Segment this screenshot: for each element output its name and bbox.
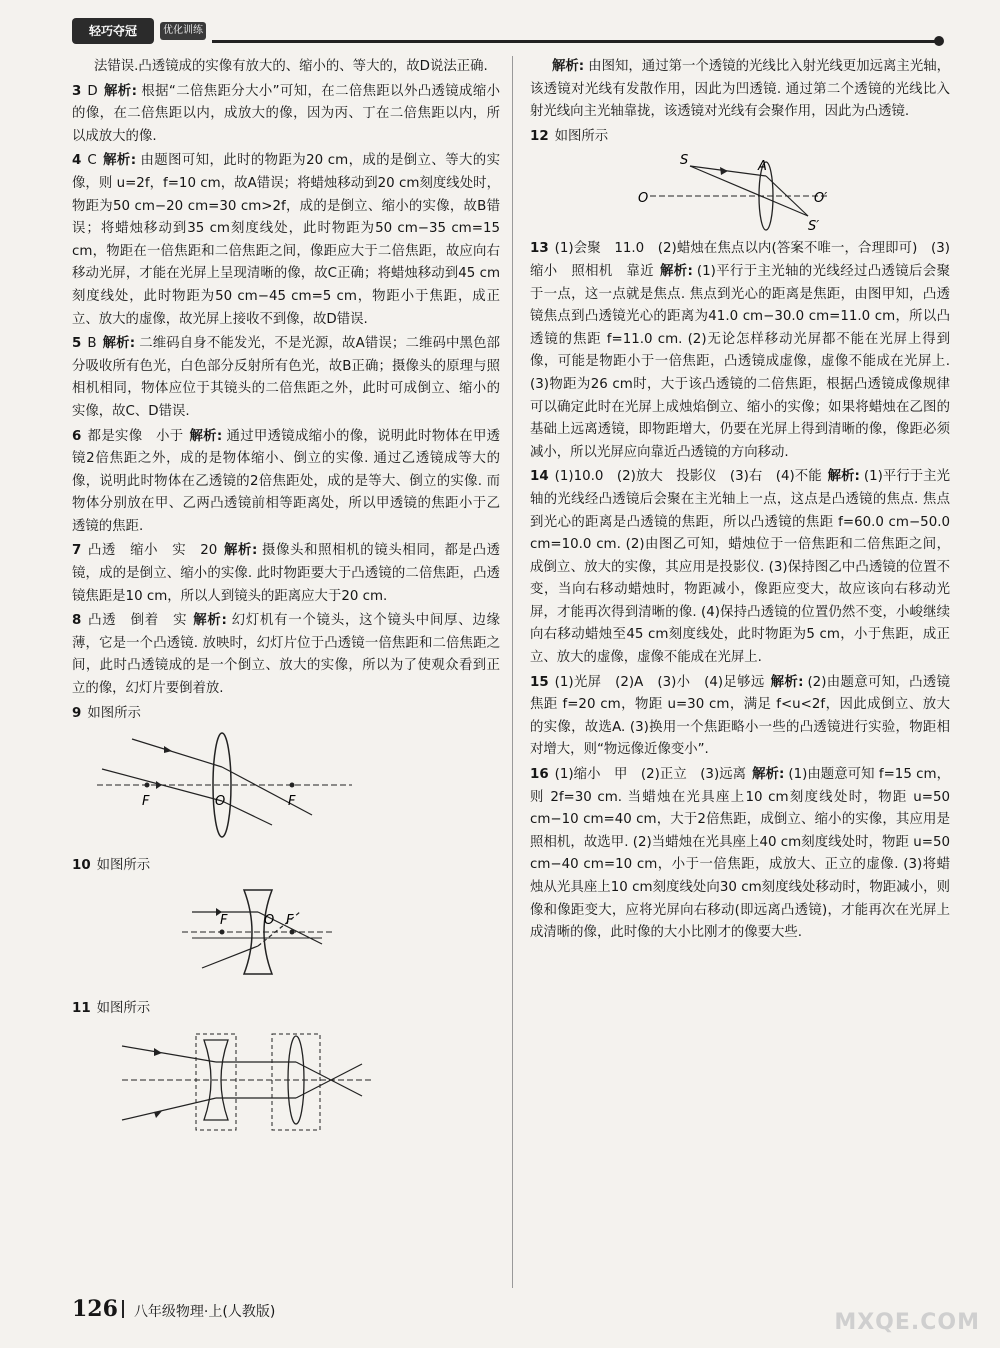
analysis-text: 幻灯机有一个镜头，这个镜头中间厚、边缘薄，它是一个凸透镜. 放映时，幻灯片位于凸透镜一倍焦距和二倍焦距之间，此时凸透镜成的是一个倒立、放大的实像，所以为了使观众看到正立的像，幻灯片要倒着放. [72, 613, 501, 697]
answer-q6 [72, 426, 500, 539]
analysis-keyword: 解析: [193, 613, 227, 629]
answer-q15 [530, 672, 950, 762]
answer-q9 [72, 703, 500, 850]
answer-text: (1)10.0 (2)放大 投影仪 (3)右 (4)不能 [554, 469, 822, 485]
analysis-keyword: 解析: [827, 469, 860, 485]
answer-text: (1)会聚 11.0 (2)蜡烛在焦点以内(答案不唯一，合理即可) (3)缩小 照相机 靠近 [530, 241, 950, 279]
analysis-text: 由题图可知，此时的物距为20 cm，成的是倒立、等大的实像，则 u=2f，f=10 cm，故A错误；将蜡烛移动到20 cm刻度线处时，物距为50 cm−20 cm=30 cm>2f，成的是倒立、缩小的实像，故B错误；将蜡烛移动到35 cm刻度线处，此时物距为50 cm−35 cm=15 cm，物距在一倍焦距和二倍焦距之间，像距应大于二倍焦距，故应向右移动光屏，才能在光屏上呈现清晰的像，故C正确；将蜡烛移动到45 cm刻度线处，此时物距为50 cm−45 cm=5 cm，物距小于焦距，成正立、放大的虚像，故光屏上接收不到像，故D错误. [72, 153, 501, 327]
answer-q10 [72, 855, 500, 992]
image-label: S′ [808, 219, 820, 233]
answer-p2cont [72, 56, 500, 79]
question-number: 7 [72, 543, 82, 559]
question-number: 16 [530, 767, 549, 783]
answer-q5 [72, 333, 500, 423]
answer-q14 [530, 466, 950, 669]
analysis-keyword: 解析: [752, 767, 785, 783]
analysis-text: (2)由题意可知，凸透镜焦距 f=20 cm，物距 u=30 cm，满足 f<u<2f，因此成倒立、放大的实像，故选A. (3)换用一个焦距略小一些的凸透镜进行实验，物距相对增大，则“物远像近像变小”. [530, 674, 951, 758]
question-number: 11 [72, 1000, 91, 1016]
answer-text: 都是实像 小于 [87, 428, 184, 444]
question-number: 5 [72, 336, 82, 352]
optical-center-label: O [264, 912, 275, 928]
question-number: 8 [72, 613, 82, 629]
figure-caption: 如图所示 [96, 1000, 151, 1016]
analysis-keyword: 解析: [103, 83, 137, 99]
answer-q8 [72, 610, 500, 700]
figure-caption: 如图所示 [87, 705, 141, 721]
optical-center-label: O [215, 794, 226, 810]
analysis-keyword: 解析: [552, 59, 585, 74]
figure-caption: 如图所示 [96, 858, 151, 874]
answer-q11-analysis [530, 56, 950, 124]
right-column [530, 56, 950, 947]
series-subtitle: 优化训练 [160, 22, 206, 40]
analysis-text: (1)平行于主光轴的光线经凸透镜后会聚在主光轴上一点，这点是凸透镜的焦点. 焦点到光心的距离是凸透镜的焦距，所以凸透镜的焦距 f=60.0 cm−50.0 cm=10.0 cm. (2)由图乙可知，蜡烛位于一倍焦距和二倍焦距之间，成倒立、放大的实像，其应用是投影仪. (3)保持图乙中凸透镜的位置不变，当向右移动蜡烛时，物距减小，像距应变大，故应该向右移动光屏，才能再次得到清晰的像. (4)保持凸透镜的位置仍然不变，小峻继续向右移动蜡烛至45 cm刻度线处，此时物距为5 cm，小于焦距，成正立、放大的虚像，虚像不能成在光屏上. [530, 469, 950, 666]
figure-caption: 如图所示 [554, 128, 609, 144]
book-title: 八年级物理·上(人教版) [133, 1304, 276, 1320]
q10-concave-lens-diagram [72, 882, 372, 992]
q12-ray-diagram [530, 152, 830, 232]
question-number: 3 [72, 83, 82, 99]
analysis-text: 根据“二倍焦距分大小”可知，在二倍焦距以外凸透镜成缩小的像，在二倍焦距以内，成放大的像，因为丙、丁在二倍焦距以内，所以成放大的像. [72, 83, 500, 144]
focal-point-label: F [142, 794, 150, 810]
analysis-keyword: 解析: [223, 543, 258, 559]
header-dot [934, 36, 944, 46]
question-number: 6 [72, 428, 82, 444]
analysis-text: 二维码自身不能发光，不是光源，故A错误；二维码中黑色部分吸收所有色光，白色部分反射所有色光，故B正确；摄像头的原理与照相机相同，物体应位于其镜头的二倍焦距之外，此时可成倒立、缩小的实像，故C、D错误. [72, 336, 500, 419]
question-number: 4 [72, 153, 82, 169]
answer-q13 [530, 238, 950, 464]
answer-text: D [87, 83, 98, 99]
analysis-text: 通过甲透镜成缩小的像，说明此时物体在甲透镜2倍焦距之外，成的是物体缩小、倒立的实像. 通过乙透镜成等大的像，说明此时物体在乙透镜的2倍焦距处，成的是等大、倒立的实像. 而物体分别放在甲、乙两凸透镜前相等距离处，所以甲透镜的焦距小于乙透镜的焦距. [72, 428, 501, 534]
answer-text: (1)光屏 (2)A (3)小 (4)足够远 [554, 674, 765, 690]
answer-q11 [72, 998, 500, 1145]
answer-text: 凸透 缩小 实 20 [87, 543, 218, 559]
question-number: 9 [72, 705, 82, 721]
left-answer-list [72, 56, 500, 701]
question-number: 14 [530, 469, 549, 485]
analysis-text: 法错误.凸透镜成的实像有放大的、缩小的、等大的，故D说法正确. [94, 59, 488, 74]
analysis-text: 摄像头和照相机的镜头相同，都是凸透镜，成的是倒立、缩小的实像. 此时物距要大于凸透镜的二倍焦距，凸透镜焦距是10 cm，所以人到镜头的距离应大于20 cm. [72, 543, 501, 604]
answer-q4 [72, 150, 500, 331]
analysis-keyword: 解析: [189, 428, 223, 444]
question-number: 13 [530, 241, 549, 257]
question-number: 12 [530, 128, 549, 144]
analysis-keyword: 解析: [102, 153, 137, 169]
focal-point-label: F [286, 912, 294, 928]
analysis-keyword: 解析: [102, 336, 136, 352]
analysis-keyword: 解析: [659, 263, 693, 279]
question-number: 15 [530, 674, 549, 690]
answer-text: C [87, 153, 97, 169]
source-label: S [680, 153, 689, 169]
page-footer [72, 1296, 275, 1324]
answer-q7 [72, 540, 500, 608]
analysis-text: (1)平行于主光轴的光线经过凸透镜后会聚于一点，这一点就是焦点. 焦点到光心的距离是焦距，由图甲知，凸透镜焦点到凸透镜光心的距离为41.0 cm−30.0 cm=11.0 cm，所以凸透镜的焦距 f=11.0 cm. (2)无论怎样移动光屏都不能在光屏上得到像，可能是物距小于一倍焦距，凸透镜成虚像，虚像不能成在光屏上. (3)物距为26 cm时，大于该凸透镜的二倍焦距，根据凸透镜成像规律可以确定此时在光屏上成烛焰倒立、缩小的实像；如果将蜡烛在乙图的基础上远离透镜，即物距增大，仍要在光屏上得到清晰的像，像距必须减小，所以光屏应向靠近凸透镜的方向移动. [530, 263, 950, 460]
focal-point-label: F [220, 912, 228, 928]
right-answer-list [530, 238, 950, 944]
answer-text: (1)缩小 甲 (2)正立 (3)远离 [554, 767, 747, 783]
header-rule [212, 40, 940, 43]
point-a-label: A [758, 159, 767, 175]
answer-q3 [72, 81, 500, 149]
axis-label-o-prime: O′ [814, 191, 828, 207]
q9-convex-lens-diagram [72, 729, 372, 849]
analysis-text: 由图知，通过第一个透镜的光线比入射光线更加远离主光轴，该透镜对光线有发散作用，因此为凹透镜. 通过第二个透镜的光线比入射光线向主光轴靠拢，该透镜对光线有会聚作用，因此为凸透镜. [530, 59, 951, 120]
column-divider [512, 56, 513, 1288]
answer-q16 [530, 764, 950, 945]
page-header [72, 16, 942, 50]
focal-point-label: F [288, 794, 296, 810]
answer-text: 凸透 倒着 实 [87, 613, 188, 629]
left-column [72, 56, 500, 1150]
question-number: 10 [72, 858, 91, 874]
watermark: MXQE.COM [834, 1310, 980, 1335]
q11-lens-box-diagram [72, 1024, 372, 1144]
series-logo: 轻巧夺冠 [72, 18, 154, 44]
answer-text: B [87, 336, 97, 352]
answer-q12 [530, 126, 950, 233]
analysis-keyword: 解析: [770, 674, 804, 690]
footer-divider [122, 1300, 124, 1318]
axis-label-o: O [638, 191, 649, 207]
page-number: 126 [72, 1296, 118, 1322]
analysis-text: (1)由题意可知 f=15 cm，则 2f=30 cm. 当蜡烛在光具座上10 cm刻度线处时，物距 u=50 cm−10 cm=40 cm，大于2倍焦距，成倒立、缩小的实像，其应用是照相机，故选甲. (2)当蜡烛在光具座上40 cm刻度线处时，物距 u=50 cm−40 cm=10 cm，小于一倍焦距，成放大、正立的虚像. (3)将蜡烛从光具座上10 cm刻度线处向30 cm刻度线处移动时，物距减小，则像和像距变大，应将光屏向右移动(即远离凸透镜)，才能再次在光屏上成清晰的像，此时像的大小比刚才的像要大些. [530, 767, 950, 941]
